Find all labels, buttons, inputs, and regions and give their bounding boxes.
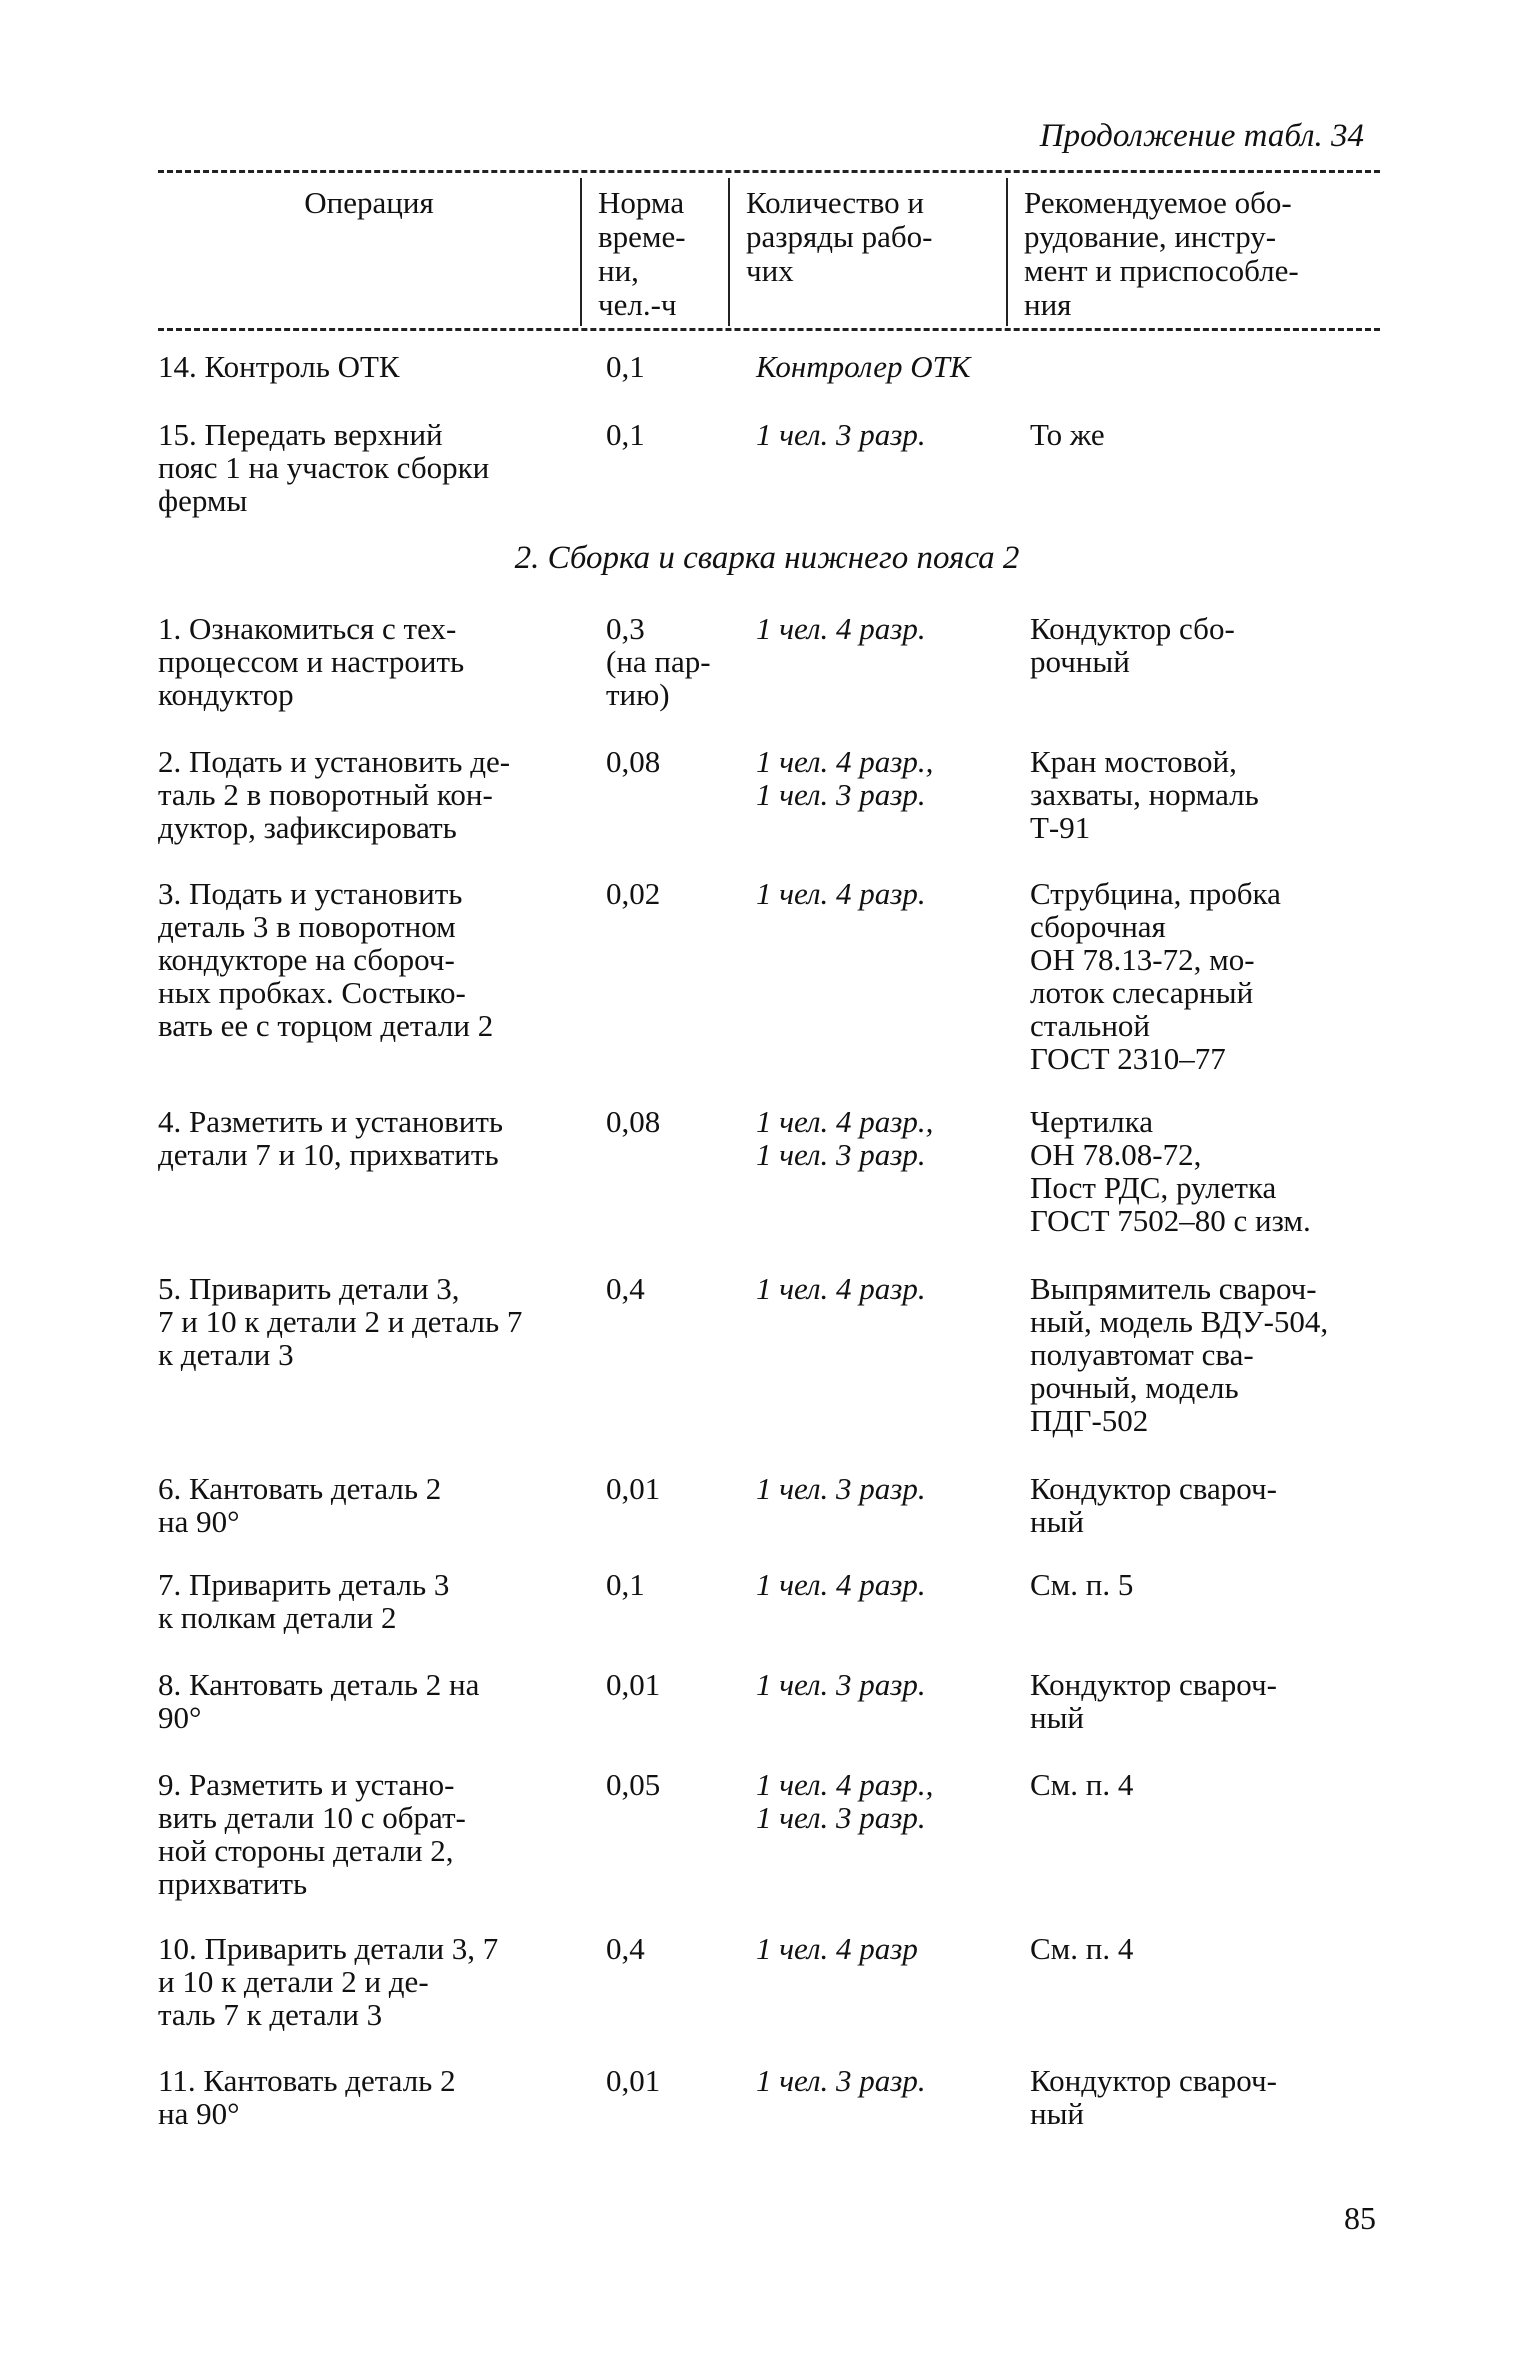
header-divider-1 [580, 178, 582, 326]
workers-cell: 1 чел. 3 разр. [756, 417, 926, 452]
norm-cell: 0,1 [606, 1567, 645, 1602]
operation-cell: 10. Приварить детали 3, 7 и 10 к детали 2 и де- таль 7 к детали 3 [158, 1931, 499, 2032]
workers-cell: 1 чел. 4 разр., 1 чел. 3 разр. [756, 744, 934, 812]
page-number: 85 [1344, 2200, 1376, 2236]
norm-cell: 0,01 [606, 1471, 661, 1506]
table-continuation-caption: Продолжение табл. 34 [1039, 118, 1364, 154]
header-norm: Норма време- ни, чел.-ч [598, 185, 686, 322]
equipment-cell: См. п. 4 [1030, 1767, 1134, 1802]
header-workers: Количество и разряды рабо- чих [746, 185, 933, 288]
norm-cell: 0,01 [606, 2063, 661, 2098]
operation-cell: 6. Кантовать деталь 2 на 90° [158, 1471, 442, 1539]
workers-cell: 1 чел. 3 разр. [756, 1471, 926, 1506]
workers-cell: 1 чел. 3 разр. [756, 1667, 926, 1702]
header-top-rule [158, 170, 1380, 173]
header-operation: Операция [304, 185, 434, 220]
norm-cell: 0,08 [606, 1104, 661, 1139]
operation-cell: 15. Передать верхний пояс 1 на участок сборки фермы [158, 417, 490, 518]
header-divider-3 [1006, 178, 1008, 326]
workers-cell: 1 чел. 4 разр. [756, 611, 926, 646]
workers-cell: 1 чел. 3 разр. [756, 2063, 926, 2098]
equipment-cell: Струбцина, пробка сборочная ОН 78.13-72, мо- лоток слесарный стальной ГОСТ 2310–77 [1030, 876, 1281, 1076]
workers-cell: Контролер ОТК [756, 349, 971, 384]
operation-cell: 5. Приварить детали 3, 7 и 10 к детали 2 и деталь 7 к детали 3 [158, 1271, 523, 1372]
equipment-cell: То же [1030, 417, 1105, 452]
operation-cell: 4. Разметить и установить детали 7 и 10, прихватить [158, 1104, 504, 1172]
operation-cell: 2. Подать и установить де- таль 2 в поворотный кон- дуктор, зафиксировать [158, 744, 511, 845]
equipment-cell: Кран мостовой, захваты, нормаль Т-91 [1030, 744, 1259, 845]
workers-cell: 1 чел. 4 разр., 1 чел. 3 разр. [756, 1767, 934, 1835]
norm-cell: 0,1 [606, 349, 645, 384]
norm-cell: 0,01 [606, 1667, 661, 1702]
operation-cell: 1. Ознакомиться с тех- процессом и настроить кондуктор [158, 611, 465, 712]
operation-cell: 9. Разметить и устано- вить детали 10 с обрат- ной стороны детали 2, прихватить [158, 1767, 466, 1901]
equipment-cell: Кондуктор сбо- рочный [1030, 611, 1235, 679]
workers-cell: 1 чел. 4 разр. [756, 1567, 926, 1602]
equipment-cell: См. п. 5 [1030, 1567, 1134, 1602]
norm-cell: 0,3 (на пар- тию) [606, 611, 711, 712]
workers-cell: 1 чел. 4 разр. [756, 1271, 926, 1306]
norm-cell: 0,08 [606, 744, 661, 779]
norm-cell: 0,02 [606, 876, 661, 911]
operation-cell: 3. Подать и установить деталь 3 в поворотном кондукторе на сбороч- ных пробках. Состыко- вать ее с торцом детали 2 [158, 876, 494, 1043]
section-title: 2. Сборка и сварка нижнего пояса 2 [514, 540, 1020, 576]
equipment-cell: Выпрямитель свароч- ный, модель ВДУ-504, полуавтомат сва- рочный, модель ПДГ-502 [1030, 1271, 1329, 1438]
equipment-cell: Кондуктор свароч- ный [1030, 2063, 1277, 2131]
header-equipment: Рекомендуемое обо- рудование, инстру- мент и приспособле- ния [1024, 185, 1299, 322]
equipment-cell: Чертилка ОН 78.08-72, Пост РДС, рулетка ГОСТ 7502–80 с изм. [1030, 1104, 1311, 1238]
header-bottom-rule [158, 328, 1380, 331]
workers-cell: 1 чел. 4 разр. [756, 876, 926, 911]
workers-cell: 1 чел. 4 разр., 1 чел. 3 разр. [756, 1104, 934, 1172]
workers-cell: 1 чел. 4 разр [756, 1931, 918, 1966]
operation-cell: 8. Кантовать деталь 2 на 90° [158, 1667, 480, 1735]
norm-cell: 0,1 [606, 417, 645, 452]
operation-cell: 14. Контроль ОТК [158, 349, 400, 384]
equipment-cell: Кондуктор свароч- ный [1030, 1471, 1277, 1539]
norm-cell: 0,4 [606, 1931, 645, 1966]
operation-cell: 7. Приварить деталь 3 к полкам детали 2 [158, 1567, 450, 1635]
norm-cell: 0,05 [606, 1767, 661, 1802]
equipment-cell: См. п. 4 [1030, 1931, 1134, 1966]
equipment-cell: Кондуктор свароч- ный [1030, 1667, 1277, 1735]
norm-cell: 0,4 [606, 1271, 645, 1306]
operation-cell: 11. Кантовать деталь 2 на 90° [158, 2063, 456, 2131]
header-divider-2 [728, 178, 730, 326]
